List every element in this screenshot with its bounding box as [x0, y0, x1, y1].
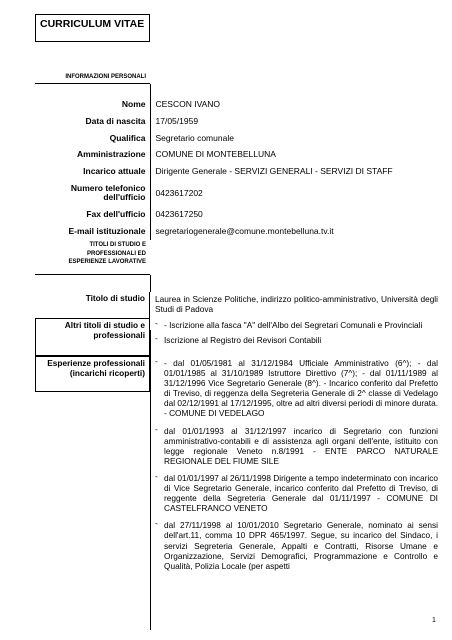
info-value: 17/05/1959 — [155, 115, 199, 126]
info-label: Data di nascita — [35, 114, 150, 131]
info-value: Segretario comunale — [155, 132, 234, 143]
list-item — [155, 335, 438, 345]
info-label: Numero telefonico dell'ufficio — [35, 180, 150, 207]
divider-line — [150, 330, 151, 630]
info-row-email — [35, 224, 441, 241]
section-label-line: ESPERIENZE LAVORATIVE — [68, 259, 146, 265]
edu-row-altri-titoli — [35, 318, 441, 356]
info-label: Incarico attuale — [35, 163, 150, 180]
bullet-icon: - — [155, 471, 158, 481]
list-item-text: - dal 01/05/1981 al 31/12/1984 Ufficiale Amministrativo (6^); - dal 01/01/1985 al 31/10/1989 Istruttore Direttivo (7^); - dal 01/11/1989 al 31/12/1996 Vice Segretario Generale (8^). - Incarico conferito dal Prefetto di Treviso, di reggenza della Segreteria Generale di 2^ classe di Vedelago dal 02/12/1991 al 17/12/1995, oltre ad altri diversi periodi di minore durata. - COMUNE DI VEDELAGO — [164, 358, 438, 419]
info-value[interactable]: segretariogenerale@comune.montebelluna.tv.it — [155, 225, 334, 236]
list-item — [155, 320, 438, 330]
list-item — [155, 473, 438, 513]
info-label: Fax dell'ufficio — [35, 207, 150, 224]
edu-row-titolo — [35, 292, 441, 318]
info-value: CESCON IVANO — [155, 99, 221, 110]
info-row-telefono — [35, 180, 441, 207]
bullet-icon: - — [155, 357, 158, 366]
list-item-text: - Iscrizione alla fasca "A" dell'Albo dei Segretari Comunali e Provinciali — [164, 320, 423, 330]
bullet-icon: - — [155, 424, 158, 434]
list-item — [155, 520, 438, 570]
edu-value — [150, 356, 441, 580]
info-row-data-nascita — [35, 114, 441, 131]
info-label: Nome — [35, 97, 150, 114]
info-value: COMUNE DI MONTEBELLUNA — [155, 149, 276, 160]
info-row-incarico — [35, 163, 441, 180]
bullet-icon: - — [155, 334, 158, 344]
list-item — [155, 358, 438, 419]
edu-row-esperienze — [35, 356, 441, 580]
section-label-personal: INFORMAZIONI PERSONALI — [35, 67, 150, 84]
list-item-text: dal 01/01/1993 al 31/12/1997 incarico di Segretario con funzioni amministrativo-contabili e di assistenza agli organi dell'ente, istituito con legge regionale Veneto n.8/1991 - ENTE PARCO NATURALE REGIONALE DEL FIUME SILE — [164, 425, 438, 466]
info-row-fax — [35, 207, 441, 224]
list-item-text: dal 27/11/1998 al 10/01/2010 Segretario Generale, nominato ai sensi dell'art.11, comma 10 DPR 465/1997. Segue, su incarico del Sindaco, i servizi Segreteria Generale, Appalti e Contratti, Risorse Umane e Organizzazione, Servizi Demografici, Programmazione e Controllo e Qualità, Polizia Locale (per aspetti — [164, 520, 438, 571]
divider-line — [150, 84, 151, 97]
personal-info-table — [35, 97, 441, 240]
info-row-qualifica — [35, 130, 441, 147]
info-label: E-mail istituzionale — [35, 224, 150, 241]
info-row-nome — [35, 97, 441, 114]
section-label-line: PROFESSIONALI ED — [86, 250, 146, 257]
info-value: 0423617250 — [155, 209, 203, 220]
page-number: 1 — [432, 617, 436, 624]
list-item-text: Iscrizione al Registro dei Revisori Contabili — [164, 335, 322, 346]
divider-line — [150, 275, 151, 292]
section-label-line: TITOLI DI STUDIO E — [89, 242, 146, 248]
info-label: Amministrazione — [35, 147, 150, 164]
edu-value — [150, 318, 441, 356]
edu-label: Esperienze professionali (incarichi ricoperti) — [35, 356, 150, 392]
edu-value: Laurea in Scienze Politiche, indirizzo politico-amministrativo, Università degli Studi di Padova — [155, 294, 438, 315]
info-value: 0423617202 — [155, 187, 203, 198]
section-label-education — [35, 241, 150, 275]
education-section — [35, 292, 441, 580]
cv-title: CURRICULUM VITAE — [35, 14, 150, 42]
info-label: Qualifica — [35, 130, 150, 147]
list-item — [155, 426, 438, 466]
info-value: Dirigente Generale - SERVIZI GENERALI - SERVIZI DI STAFF — [155, 165, 393, 176]
edu-label: Altri titoli di studio e professionali — [35, 318, 150, 356]
info-row-amministrazione — [35, 147, 441, 164]
bullet-icon: - — [155, 519, 158, 529]
bullet-icon: - — [155, 319, 158, 328]
edu-label: Titolo di studio — [35, 292, 150, 318]
list-item-text: dal 01/01/1997 al 26/11/1998 Dirigente a tempo indeterminato con incarico di Vice Segretario Generale, incarico conferito dal Prefetto di Treviso, di reggente della Segreteria Generale dal 01/11/1997 - COMUNE DI CASTELFRANCO VENETO — [164, 472, 438, 514]
